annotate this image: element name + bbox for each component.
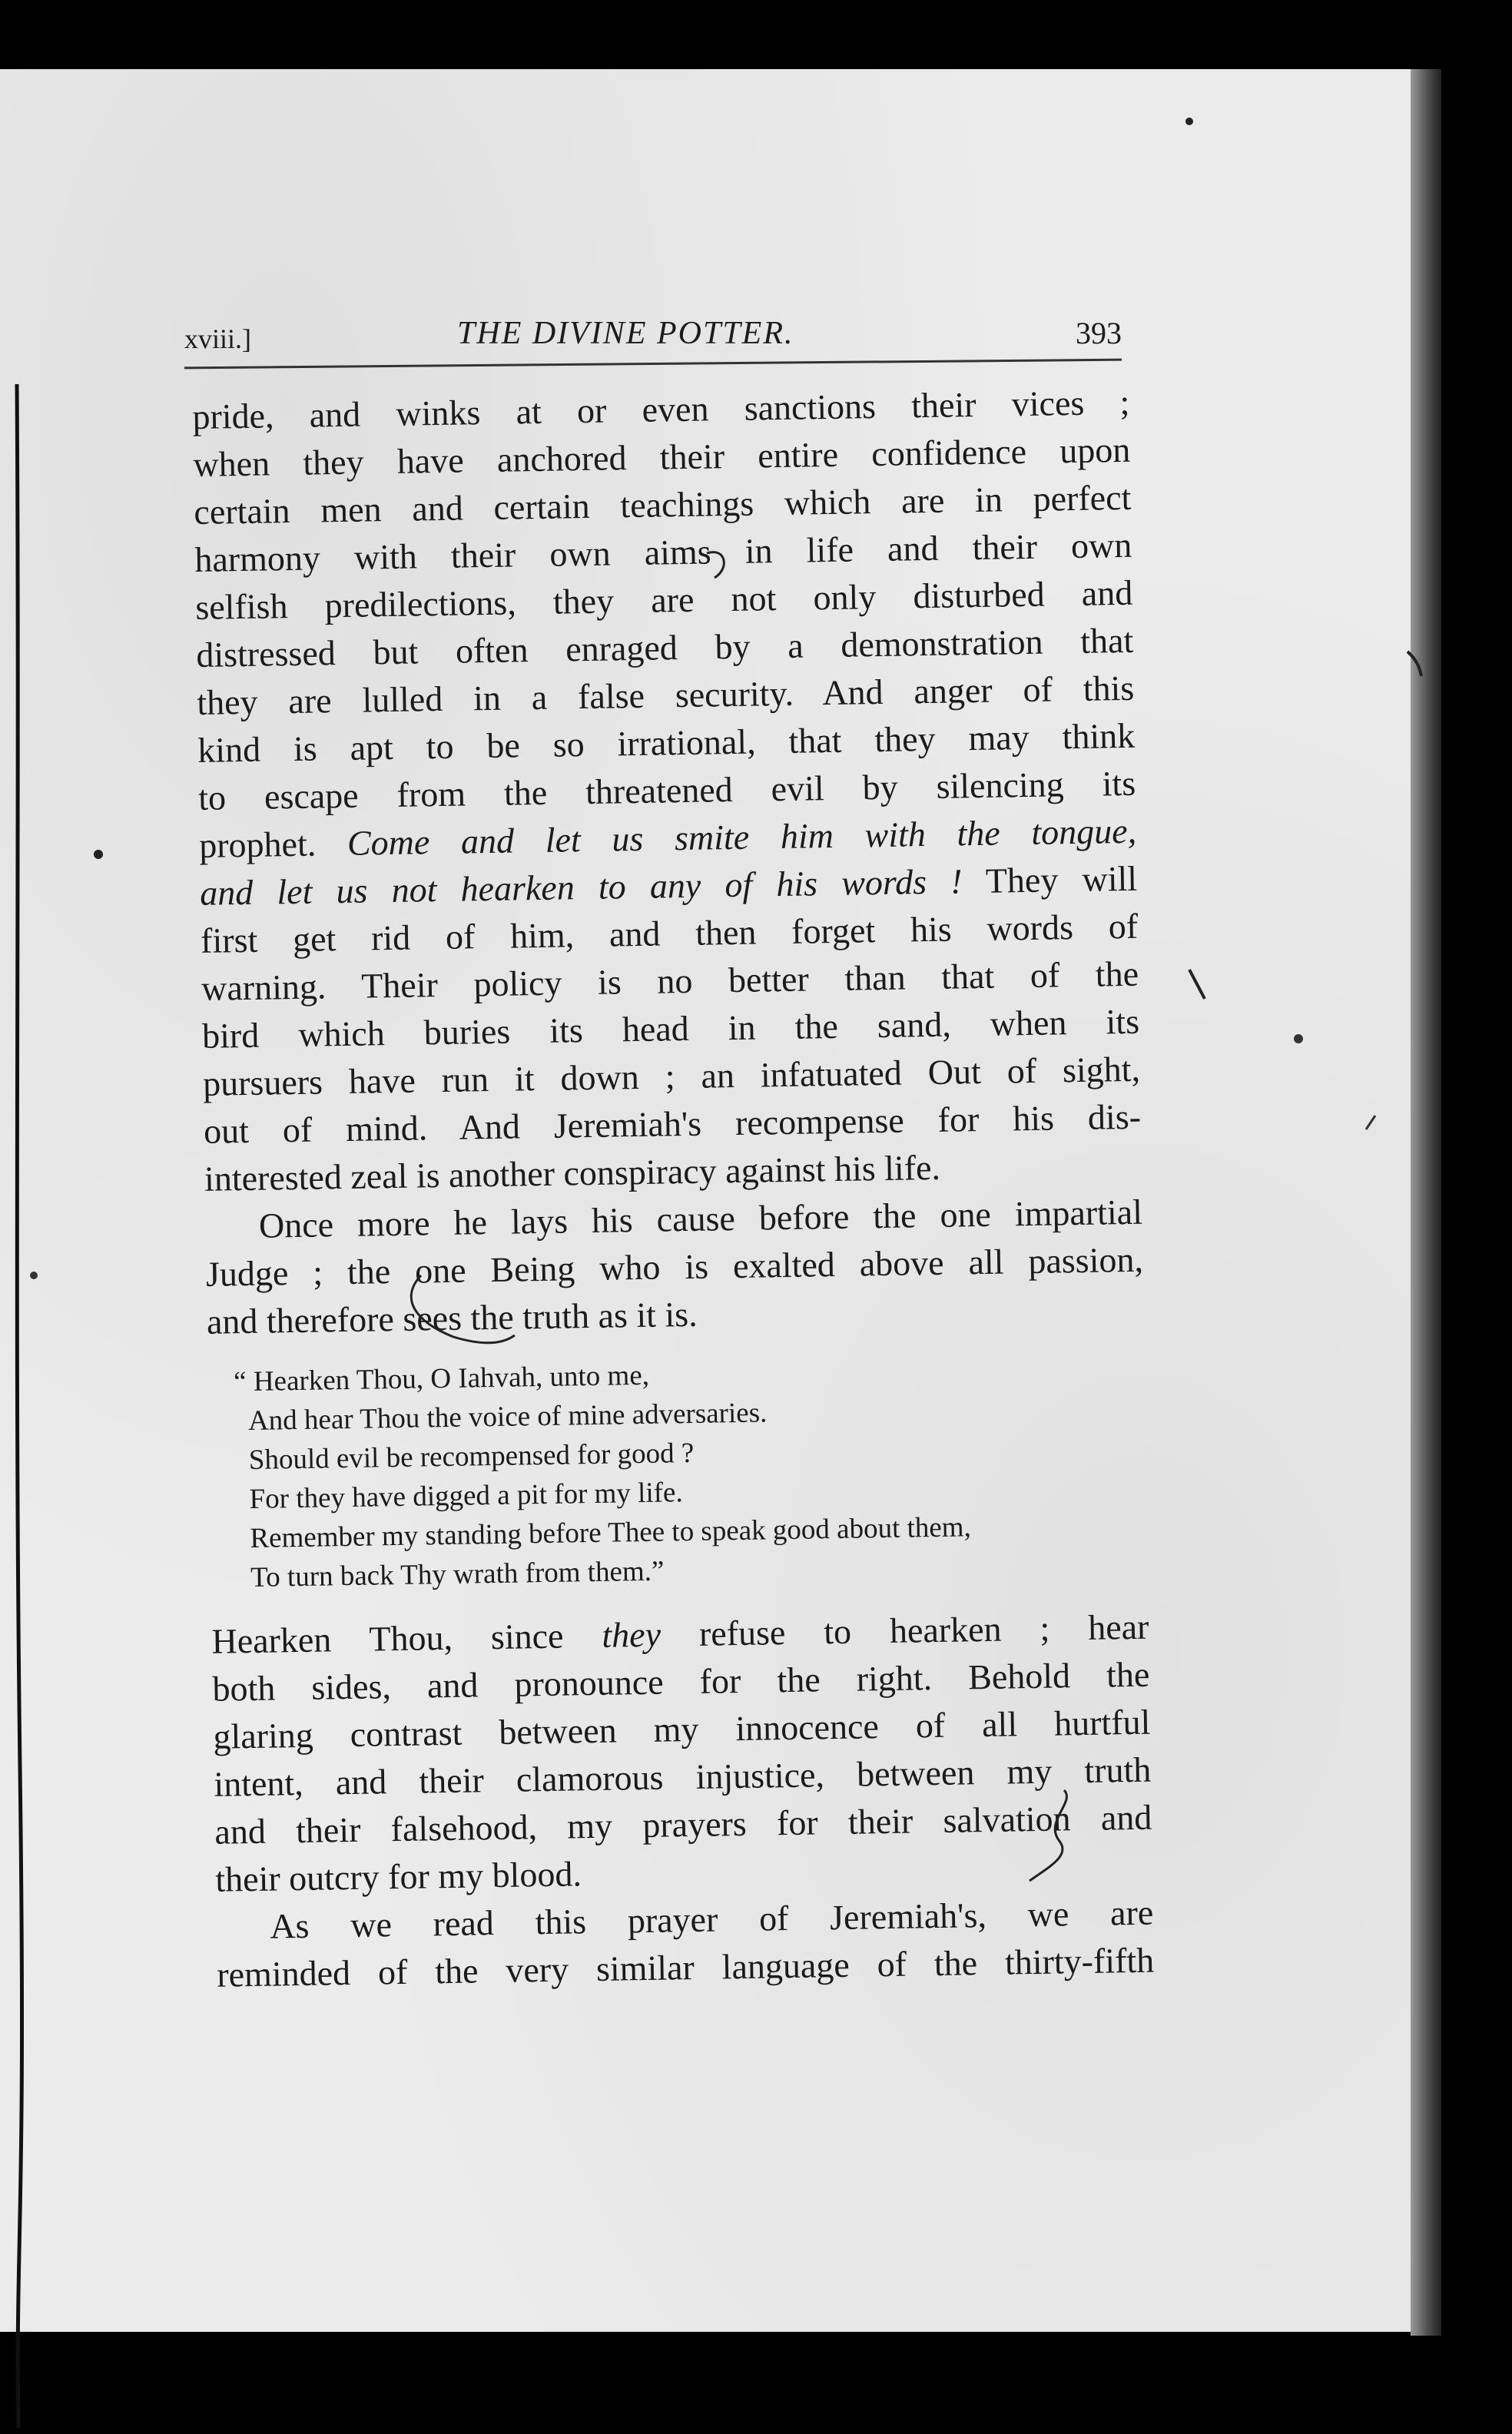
text-line: to escape from the threatened evil by silencing its [197,763,1136,817]
section-number: xviii.] [184,323,251,354]
italic-run: Come and let us smite him with the tongue, [346,811,1137,863]
verse-line: For they have digged a pit for my life. [249,1477,683,1516]
verse-line: “ Hearken Thou, O Iahvah, unto me, [233,1359,650,1398]
text-line: pride, and winks at or even sanctions their vices ; [192,382,1130,436]
text-line: first get rid of him, and then forget his words of [200,906,1139,960]
text-line: harmony with their own aims in life and their own [194,525,1132,579]
running-header [184,315,1122,361]
binding-edge [0,384,31,2428]
text-line: As we read this prayer of Jeremiah's, we are [269,1892,1154,1946]
paragraph-1 [192,379,1142,1203]
roman-run: refuse to hearken ; hear [660,1607,1149,1654]
verse-quotation [207,1348,1149,1598]
paragraph-4 [216,1889,1155,1999]
text-line: Once more he lays his cause before the one impartial [258,1192,1143,1245]
italic-run: and let us not hearken to any of his words ! [199,861,963,913]
verse-line: Remember my standing before Thee to speak good about them, [250,1511,972,1554]
text-line: Judge ; the one Being who is exalted above all passion, [205,1239,1144,1294]
text-line: selfish predilections, they are not only disturbed and [194,572,1133,627]
text-line: they are lulled in a false security. And anger of this [196,668,1135,722]
verse-line: To turn back Thy wrath from them.” [250,1555,665,1593]
italic-run: they [601,1614,662,1655]
roman-run: prophet. [198,823,348,865]
text-line: reminded of the very similar language of the thirty-fifth [216,1940,1155,1995]
text-line: glaring contrast between my innocence of all hurtful [213,1702,1151,1756]
text-line: intent, and their clamorous injustice, between my truth [214,1749,1152,1804]
roman-run: They will [962,858,1138,901]
text-line: warning. Their policy is no better than that of the [201,953,1139,1008]
paragraph-2 [205,1189,1145,1346]
page-body [192,379,1155,1999]
roman-run: Hearken Thou, since [211,1615,602,1661]
verse-line: Should evil be recompensed for good ? [248,1437,695,1477]
verse-line: And hear Thou the voice of mine adversaries. [247,1397,768,1438]
text-line: both sides, and pronounce for the right. Behold the [212,1654,1150,1709]
text-line: and their falsehood, my prayers for their salvation and [214,1797,1152,1852]
text-line: interested zeal is another conspiracy against his life. [204,1147,941,1199]
text-line: and therefore sees the truth as it is. [206,1294,698,1341]
text-line: when they have anchored their entire confidence upon [193,429,1131,484]
running-title: THE DIVINE POTTER. [457,316,794,351]
text-line: distressed but often enraged by a demonstration that [195,620,1134,675]
text-line: kind is apt to be so irrational, that they may think [197,715,1136,770]
page-number: 393 [1076,316,1122,350]
page-edge [1411,69,1441,2336]
text-line: pursuers have run it down ; an infatuated Out of sight, [202,1049,1141,1103]
text-line: their outcry for my blood. [214,1854,582,1899]
paragraph-3 [211,1603,1153,1904]
text-line: certain men and certain teachings which are in perfect [194,477,1132,532]
text-line: out of mind. And Jeremiah's recompense for his dis- [203,1096,1142,1151]
text-line: bird which buries its head in the sand, when its [201,1001,1140,1056]
